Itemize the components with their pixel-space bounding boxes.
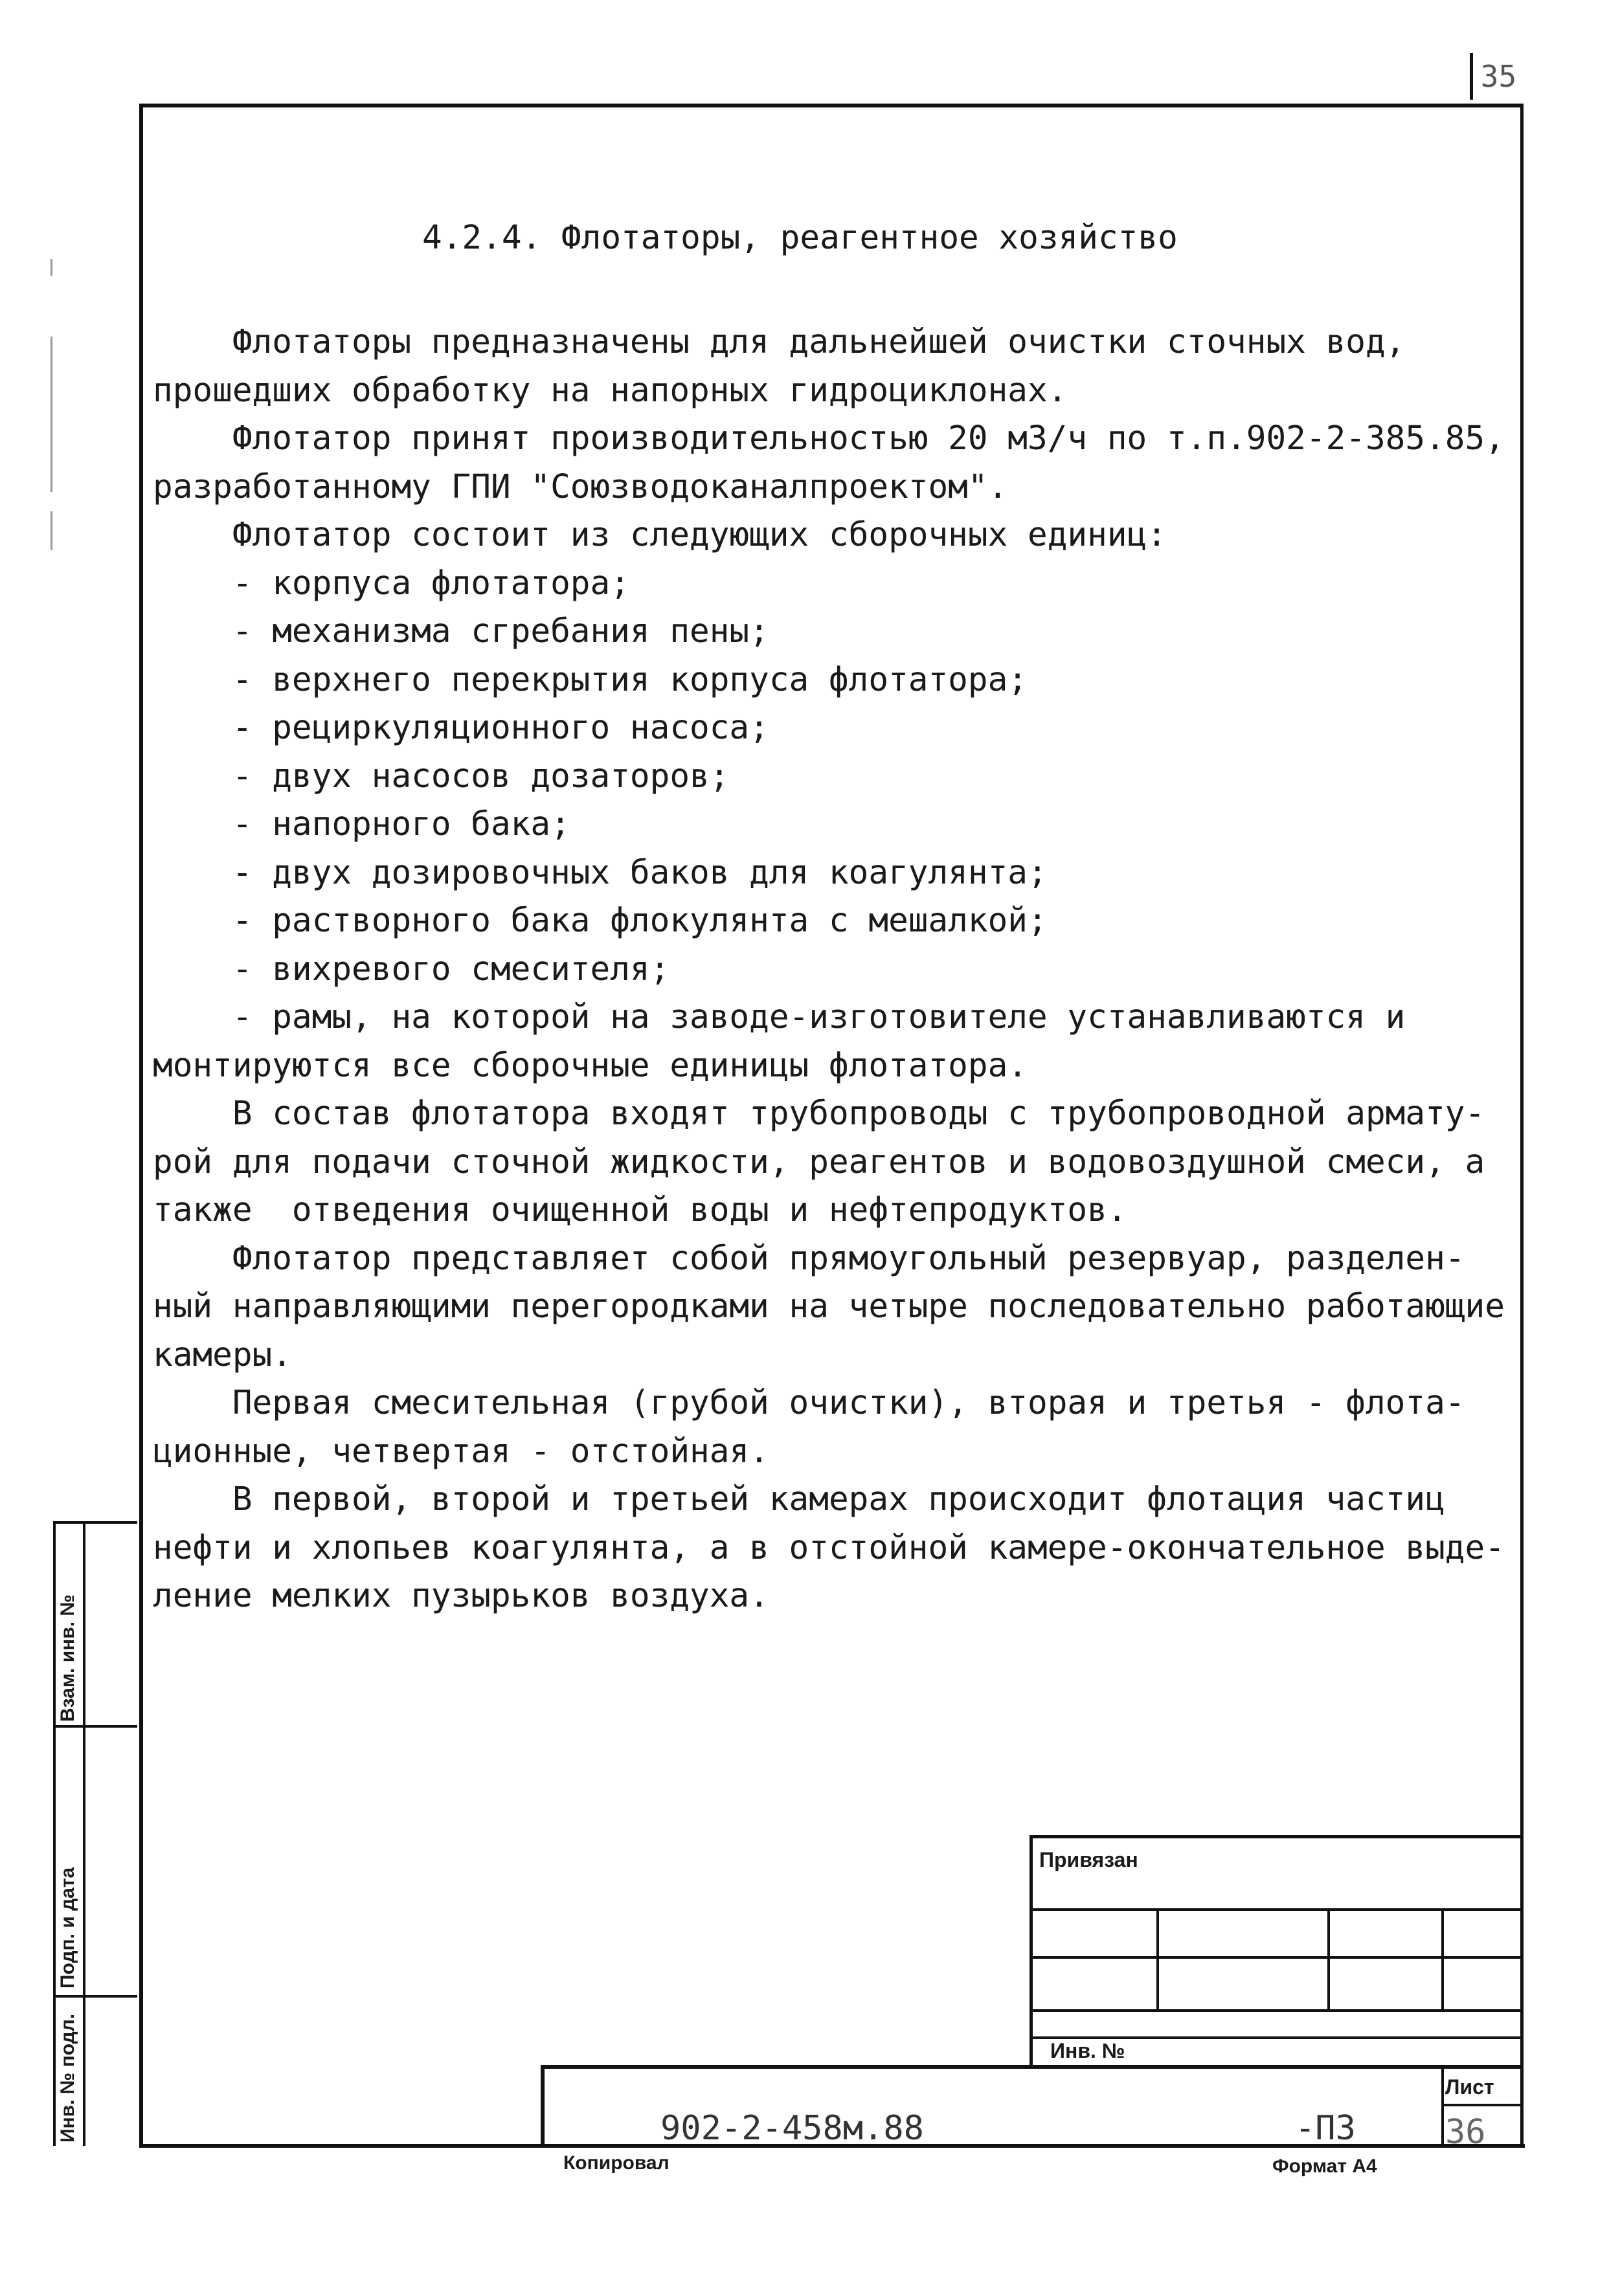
privyazan-label: Привязан bbox=[1039, 1848, 1138, 1871]
document-code: 902-2-458м.88 bbox=[660, 2109, 924, 2148]
text-line: рой для подачи сточной жидкости, реагентов и водовоздушной смеси, а bbox=[153, 1142, 1485, 1181]
text-line: В первой, второй и третьей камерах происходит флотация частиц bbox=[153, 1480, 1445, 1519]
copied-label: Копировал bbox=[563, 2152, 669, 2174]
title-block-line bbox=[1030, 2009, 1520, 2012]
inv-no-label: Инв. № bbox=[1050, 2039, 1125, 2062]
text-line: - вихревого смесителя; bbox=[153, 950, 670, 988]
scan-mark bbox=[51, 259, 52, 276]
text-line: разработанному ГПИ "Союзводоканалпроектом". bbox=[153, 467, 1008, 506]
text-line: нефти и хлопьев коагулянта, а в отстойной камере-окончательное выде- bbox=[153, 1528, 1505, 1567]
text-line: - напорного бака; bbox=[153, 805, 570, 843]
text-line: - растворного бака флокулянта с мешалкой; bbox=[153, 902, 1048, 940]
text-line: - корпуса флотатора; bbox=[153, 564, 630, 603]
corner-page-number: 35 bbox=[1470, 53, 1524, 100]
text-line: камеры. bbox=[153, 1335, 292, 1374]
strip-line bbox=[53, 1521, 137, 1524]
text-line: ционные, четвертая - отстойная. bbox=[153, 1432, 769, 1471]
text-line: - механизма сгребания пены; bbox=[153, 612, 769, 651]
left-margin-stamp bbox=[53, 1521, 137, 2146]
text-line: В состав флотатора входят трубопроводы с трубопроводной армату- bbox=[153, 1095, 1485, 1133]
text-line: - двух насосов дозаторов; bbox=[153, 757, 730, 796]
sheet-divider bbox=[1441, 2104, 1522, 2106]
text-line: - рамы, на которой на заводе-изготовителе устанавливаются и bbox=[153, 998, 1406, 1036]
text-line: также отведения очищенной воды и нефтепродуктов. bbox=[153, 1191, 1127, 1229]
title-block-line bbox=[1030, 1908, 1520, 1911]
text-line: Флотатор принят производительностью 20 м3/ч по т.п.902-2-385.85, bbox=[153, 419, 1505, 458]
body-text bbox=[153, 318, 1519, 1621]
text-line: - рециркуляционного насоса; bbox=[153, 709, 769, 747]
text-line: Флотатор состоит из следующих сборочных единиц: bbox=[153, 516, 1167, 554]
sheet-label: Лист bbox=[1445, 2075, 1494, 2099]
text-line: Первая смесительная (грубой очистки), вторая и третья - флота- bbox=[153, 1384, 1465, 1422]
format-label: Формат А4 bbox=[1272, 2156, 1377, 2177]
strip-line bbox=[53, 1521, 56, 2146]
scan-mark bbox=[51, 511, 52, 550]
strip-line bbox=[83, 1521, 85, 2146]
left-label-inv-podl: Инв. № подл. bbox=[57, 2013, 78, 2143]
text-line: - двух дозировочных баков для коагулянта; bbox=[153, 853, 1048, 892]
text-line: ление мелких пузырьков воздуха. bbox=[153, 1577, 769, 1615]
title-block-line bbox=[1441, 1908, 1444, 2009]
text-line: монтируются все сборочные единицы флотатора. bbox=[153, 1046, 1028, 1085]
scan-mark bbox=[51, 337, 52, 492]
document-type: -ПЗ bbox=[1295, 2109, 1356, 2148]
left-label-zam-inv: Взам. инв. № bbox=[57, 1594, 78, 1722]
left-label-podp-data: Подп. и дата bbox=[57, 1867, 78, 1989]
text-line: прошедших обработку на напорных гидроциклонах. bbox=[153, 371, 1068, 410]
text-line: Флотатор представляет собой прямоугольный резервуар, разделен- bbox=[153, 1239, 1465, 1278]
text-line: Флотаторы предназначены для дальнейшей очистки сточных вод, bbox=[153, 323, 1406, 361]
title-block-line bbox=[1156, 1908, 1159, 2009]
sheet-number: 36 bbox=[1445, 2113, 1486, 2152]
strip-line bbox=[53, 1725, 137, 1728]
title-block-line bbox=[1327, 1908, 1330, 2009]
strip-line bbox=[53, 1995, 137, 1998]
title-block-line bbox=[1030, 1956, 1520, 1959]
section-heading: 4.2.4. Флотаторы, реагентное хозяйство bbox=[422, 219, 1178, 257]
text-line: - верхнего перекрытия корпуса флотатора; bbox=[153, 660, 1028, 699]
text-line: ный направляющими перегородками на четыре последовательно работающие bbox=[153, 1287, 1505, 1326]
